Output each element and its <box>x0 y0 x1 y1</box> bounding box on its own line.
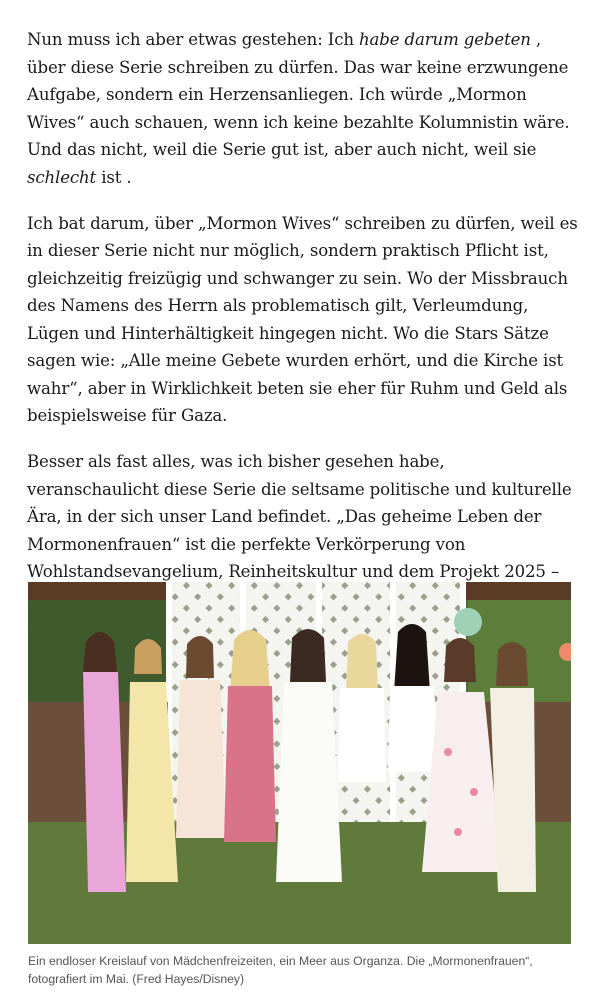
photo-caption: Ein endloser Kreislauf von Mädchenfreizeiten, ein Meer aus Organza. Die „Mormonenfrauen“, fotografiert im Mai. (Fred Hayes/Disney) <box>28 954 533 986</box>
women-group <box>82 624 536 892</box>
article-photo <box>28 582 571 944</box>
paragraph-2: Ich bat darum, über „Mormon Wives“ schreiben zu dürfen, weil es in dieser Serie nicht nur möglich, sondern praktisch Pflicht ist, gleichzeitig freizügig und schwanger zu sein. Wo der Missbrauch des Namens des Herrn als problematisch gilt, Verleumdung, Lügen und Hinterhältigkeit hingegen nicht. Wo die Stars Sätze sagen wie: „Alle meine Gebete wurden erhört, und die Kirche ist wahr“, aber in Wirklichkeit beten sie eher für Ruhm und Geld als beispielsweise für Gaza. <box>27 213 578 425</box>
paragraph-1 <box>27 26 579 191</box>
paragraph-1-text-b: , über diese Serie schreiben zu dürfen. Das war keine erzwungene Aufgabe, sondern ein Herzensanliegen. Ich würde „Mormon Wives“ auch schauen, wenn ich keine bezahlte Kolumnistin wäre. Und das nicht, weil die Serie gut ist, aber auch nicht, weil sie <box>27 30 570 159</box>
paragraph-1-emphasis-b: schlecht <box>27 167 97 187</box>
balloon <box>454 608 482 636</box>
paragraph-3: Besser als fast alles, was ich bisher gesehen habe, veranschaulicht diese Serie die seltsame politische und kulturelle Ära, in der sich unser Land befindet. „Das geheime Leben der Mormonenfrauen“ ist die perfekte Verkörperung von Wohlstandsevangelium, Reinheitskultur und dem Projekt 2025 – <box>27 452 572 581</box>
paragraph-1-text-c: ist . <box>96 167 132 187</box>
paragraph-1-emphasis-a: habe darum gebeten <box>359 30 531 49</box>
group-photo-illustration <box>28 582 571 944</box>
article-body <box>27 26 579 641</box>
paragraph-1-text-a: Nun muss ich aber etwas gestehen: Ich <box>27 30 359 49</box>
